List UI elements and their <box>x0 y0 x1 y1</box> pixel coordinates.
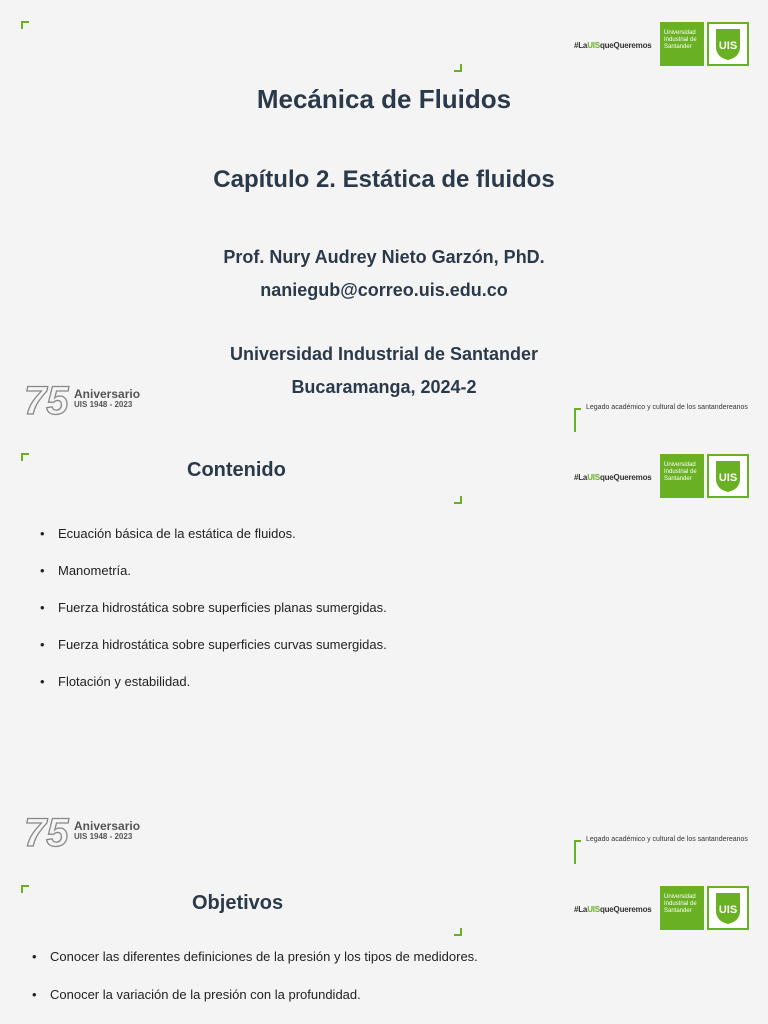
aniversario-75-icon <box>22 376 74 420</box>
corner-bracket-bottom-right <box>454 496 462 504</box>
uis-name-box: Universidad Industrial de Santander <box>660 886 704 930</box>
list-item: • Flotación y estabilidad. <box>40 674 387 689</box>
uis-shield-icon <box>707 886 749 930</box>
professor-email: naniegub@correo.uis.edu.co <box>260 280 508 300</box>
slide-contenido: #LaUISqueQueremos Universidad Industrial de Santander UIS Contenido • Ecuación básica de la estática de fluidos. • Manometría. • Fuerza hidrostática sobre superficies planas sumergidas. • Fuerza hidrostática sobre superficies curvas sumergidas. • Flotación y estabilidad. 75 Aniversario UIS 1948 - 2023 Legado académico y cultural de los santandereanos <box>0 432 768 864</box>
aniversario-logo: 75 Aniversario UIS 1948 - 2023 <box>22 376 142 420</box>
university-name: Universidad Industrial de Santander <box>229 344 539 364</box>
corner-bracket-bottom-right <box>454 928 462 936</box>
content-list <box>40 526 387 689</box>
list-item: • Ecuación básica de la estática de fluidos. <box>40 526 387 541</box>
chapter-title: Capítulo 2. Estática de fluidos <box>213 166 555 193</box>
list-item: • Manometría. <box>40 563 387 578</box>
hashtag-logo: #LaUISqueQueremos <box>574 473 652 482</box>
list-item: • Fuerza hidrostática sobre superficies planas sumergidas. <box>40 600 387 615</box>
uis-shield-icon <box>707 454 749 498</box>
section-title: Contenido <box>187 459 286 481</box>
svg-text:UIS: UIS <box>718 904 738 916</box>
hashtag-logo: #LaUISqueQueremos <box>574 41 652 50</box>
page-title: Mecánica de Fluidos <box>256 84 512 114</box>
corner-bracket-top-left <box>21 453 29 461</box>
svg-text:UIS: UIS <box>718 40 738 52</box>
slide-title: #LaUISqueQueremos Universidad Industrial de Santander UIS Mecánica de Fluidos Capítulo 2. Estática de fluidos Prof. Nury Audrey Nieto Garzón, PhD. naniegub@correo.uis.edu.co Universidad Industrial de Santander Bucaramanga, 2024-2 75 Aniversario UIS 1948 - 2023 Legado académico y cultural de los santandereanos <box>0 0 768 432</box>
list-item: • Fuerza hidrostática sobre superficies curvas sumergidas. <box>40 637 387 652</box>
corner-bracket-top-left <box>21 21 29 29</box>
aniversario-75-icon <box>22 808 74 852</box>
legado-bracket <box>574 408 581 432</box>
uis-shield-icon <box>707 22 749 66</box>
slide-objetivos <box>0 864 768 1024</box>
list-item: • Conocer las diferentes definiciones de la presión y los tipos de medidores. <box>32 949 478 964</box>
objectives-list <box>32 949 478 1002</box>
aniversario-logo: 75 Aniversario UIS 1948 - 2023 <box>22 808 142 852</box>
uis-name-box: Universidad Industrial de Santander <box>660 454 704 498</box>
corner-bracket-bottom-right <box>454 64 462 72</box>
svg-text:75: 75 <box>24 379 69 420</box>
section-title: Objetivos <box>192 892 284 914</box>
uis-name-box: Universidad Industrial de Santander <box>660 22 704 66</box>
professor-name: Prof. Nury Audrey Nieto Garzón, PhD. <box>223 247 545 267</box>
svg-text:75: 75 <box>24 811 69 852</box>
list-item: • Conocer la variación de la presión con la profundidad. <box>32 987 478 1002</box>
svg-text:UIS: UIS <box>718 472 738 484</box>
city-term: Bucaramanga, 2024-2 <box>291 377 477 397</box>
legado-bracket <box>574 840 581 864</box>
corner-bracket-top-left <box>21 885 29 893</box>
hashtag-logo: #LaUISqueQueremos <box>574 905 652 914</box>
